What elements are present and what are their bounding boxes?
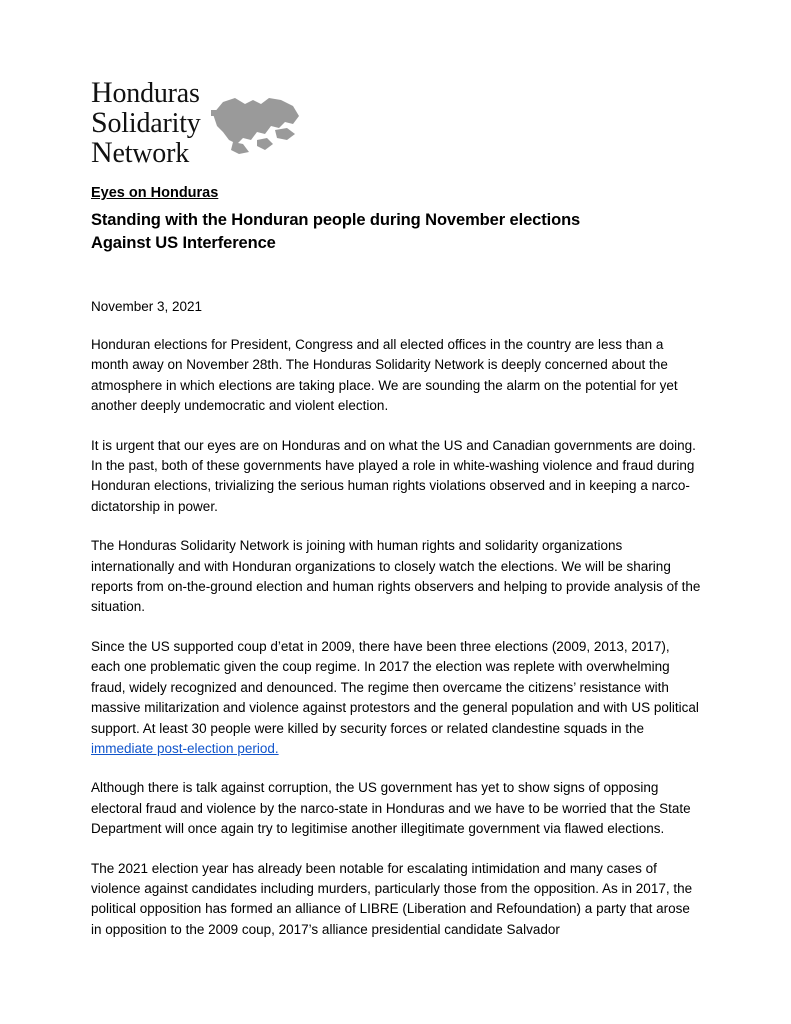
page-title-line-2: Against US Interference xyxy=(91,234,276,252)
paragraph-1: Honduran elections for President, Congress and all elected offices in the country are less than a month away on November 28th. The Honduras Solidarity Network is deeply concerned about the atmosphere in which elections are taking place. We are sounding the alarm on the potential for yet another deeply undemocratic and violent election. xyxy=(91,337,678,414)
logo-line-3 xyxy=(91,138,201,168)
paragraph-5: Although there is talk against corruption, the US government has yet to show signs of opposing electoral fraud and violence by the narco-state in Honduras and we have to be worried that the State Department will once again try to legitimise another illegitimate government via flawed elections. xyxy=(91,780,691,837)
logo-cap-h: H xyxy=(91,76,113,109)
paragraph-3: The Honduras Solidarity Network is joining with human rights and solidarity organizations internationally and with Honduran organizations to closely watch the elections. We will be sharing reports from on-the-ground election and human rights observers and helping to provide analysis of the situation. xyxy=(91,538,701,615)
paragraph-4-text: Since the US supported coup d’etat in 2009, there have been three elections (2009, 2013, 2017), each one problematic given the coup regime. In 2017 the election was replete with overwhelming fraud, widely recognized and denounced. The regime then overcame the citizens’ resistance with massive militarization and violence against protestors and the general population and with US political support. At least 30 people were killed by security forces or related clandestine squads in the xyxy=(91,638,699,736)
logo-wordmark xyxy=(91,78,201,168)
page-title-line-1: Standing with the Honduran people during November elections xyxy=(91,211,581,229)
logo-rest-solidarity: olidarity xyxy=(107,108,201,139)
logo-line-1 xyxy=(91,78,201,108)
logo-rest-honduras: onduras xyxy=(112,78,200,109)
paragraph-2: It is urgent that our eyes are on Honduras and on what the US and Canadian governments are doing. In the past, both of these governments have played a role in white-washing violence and fraud during Honduran elections, trivializing the serious human rights violations observed and in keeping a narco-dictatorship in power. xyxy=(91,437,696,514)
document-content xyxy=(91,78,701,940)
page-title xyxy=(91,209,701,255)
logo-cap-n: N xyxy=(91,136,113,169)
logo-line-2 xyxy=(91,108,201,138)
honduras-map-icon xyxy=(209,84,301,162)
logo-cap-s: S xyxy=(91,106,108,139)
paragraph-4 xyxy=(91,637,701,759)
publication-date: November 3, 2021 xyxy=(91,299,203,314)
logo-rest-network: etwork xyxy=(112,138,190,169)
paragraph-6: The 2021 election year has already been notable for escalating intimidation and many cases of violence against candidates including murders, particularly those from the opposition. As in 2017, the political opposition has formed an alliance of LIBRE (Liberation and Refoundation) a party that arose in opposition to the 2009 coup, 2017’s alliance presidential candidate Salvador xyxy=(91,860,693,937)
organization-logo xyxy=(91,78,306,170)
post-election-period-link[interactable]: immediate post-election period. xyxy=(91,740,279,756)
kicker-heading: Eyes on Honduras xyxy=(91,185,219,201)
